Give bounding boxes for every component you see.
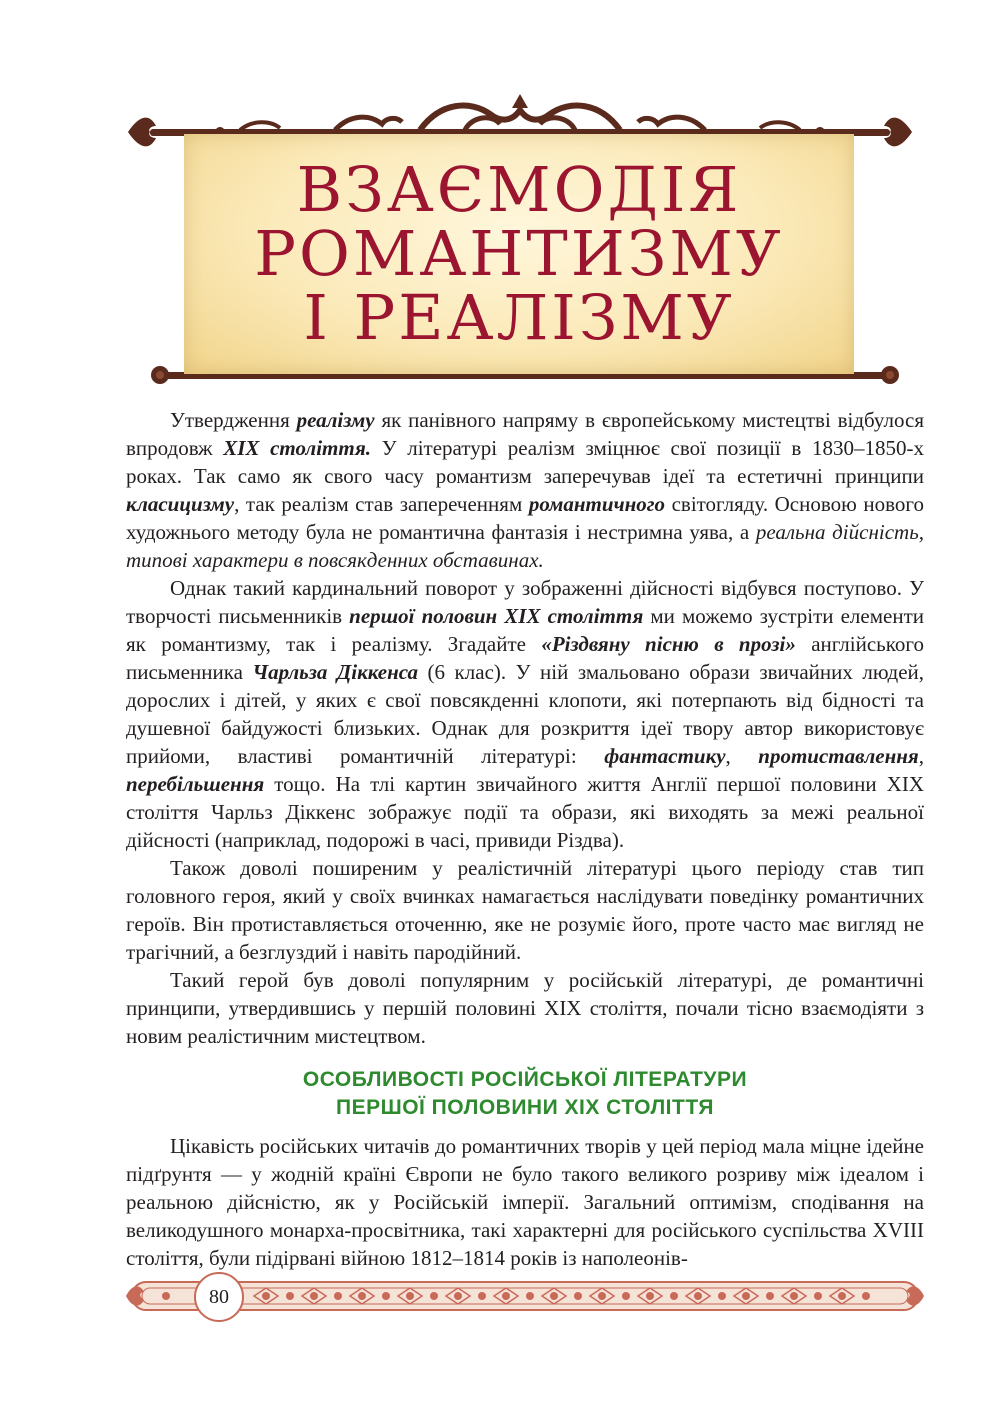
text-run: світогляду. Основою нового художнього методу була не романтична фантазія і нестримна уява, а xyxy=(126,492,924,544)
text-run: , xyxy=(918,744,924,768)
term-realism: реалізму xyxy=(296,408,375,432)
text-run: , xyxy=(725,744,759,768)
term-contrast: протиставлення xyxy=(758,744,919,768)
section-heading xyxy=(126,1066,924,1122)
title-banner xyxy=(120,92,920,392)
paragraph-3: Також доволі поширеним у реалістичній літературі цього періоду став тип головного героя, який у своїх вчинках намагається наслідувати поведінку романтичних героїв. Він протиставляється оточенню, яке не розуміє його, проте часто має вигляд не трагічний, а безглуздий і навіть пародійний. xyxy=(126,856,924,964)
title-line-1: ВЗАЄМОДІЯ xyxy=(296,153,742,226)
text-run: Однак такий кардинальний поворот у зображенні дійсності відбувся поступово. У творчості письменників xyxy=(126,576,924,628)
body-text xyxy=(126,406,924,1272)
italic-phrase: реальна дійсність, типові характери в повсякденних обставинах. xyxy=(126,520,925,572)
text-run: як панівного напряму в європейському мистецтві відбулося впродовж xyxy=(126,408,924,460)
term-fantasy: фантастику xyxy=(604,744,726,768)
text-run: тощо. На тлі картин звичайного життя Англії першої половини XIX століття Чарльз Діккенс зображує події та образи, які виходять за межі реальної дійсності (наприклад, подорожі в часі, привиди Різдва). xyxy=(126,772,924,852)
term-romantic: романтичного xyxy=(528,492,666,516)
paragraph-4: Такий герой був доволі популярним у російській літературі, де романтичні принципи, утвердившись у першій половині XIX століття, почали тісно взаємодіяти з новим реалістичним мистецтвом. xyxy=(126,968,924,1048)
section-heading-line-1: ОСОБЛИВОСТІ РОСІЙСЬКОЇ ЛІТЕРАТУРИ xyxy=(302,1068,748,1091)
term-first-half: першої половин XIX століття xyxy=(349,604,644,628)
footer-ornament xyxy=(126,1268,924,1324)
paragraph-1 xyxy=(126,406,924,574)
text-run: Утвердження xyxy=(170,408,297,432)
title-line-2: РОМАНТИЗМУ xyxy=(254,217,784,290)
term-classicism: класицизму xyxy=(126,492,235,516)
term-dickens: Чарльза Діккенса xyxy=(252,660,419,684)
text-run: (6 клас). У ній змальовано образи звичайних людей, дорослих і дітей, у яких є свої повсякденні клопоти, які потерпають від бідності та душевної байдужості близьких. Однак для розкриття ідеї твору автор використовує прийоми, властиві романтичній літературі: xyxy=(126,660,925,768)
page-title xyxy=(184,153,854,354)
text-run: англійського письменника xyxy=(126,632,924,684)
term-exaggeration: перебільшення xyxy=(126,772,265,796)
page-footer xyxy=(126,1268,924,1324)
paragraph-5: Цікавість російських читачів до романтичних творів у цей період мала міцне ідейне підґрунтя — у жодній країні Європи не було такого великого розриву між ідеалом і реальною дійсністю, як у Російській імперії. Загальний оптимізм, сподівання на великодушного монарха-просвітника, такі характерні для російського суспільства XVIII століття, були підірвані війною 1812–1814 років із наполеонів- xyxy=(126,1134,924,1270)
term-christmas-carol: «Різдвяну пісню в прозі» xyxy=(541,632,796,656)
paragraph-2 xyxy=(126,574,924,854)
text-run: , так реалізм став запереченням xyxy=(234,492,529,516)
text-run: ми можемо зустріти елементи як романтизму, так і реалізму. Згадайте xyxy=(126,604,924,656)
page-number: 80 xyxy=(194,1272,244,1322)
section-heading-line-2: ПЕРШОЇ ПОЛОВИНИ XIX СТОЛІТТЯ xyxy=(336,1096,714,1119)
term-xix-century: XIX століття. xyxy=(223,436,372,460)
title-line-3: І РЕАЛІЗМУ xyxy=(303,281,735,354)
text-run: У літературі реалізм зміцнює свої позиції в 1830–1850-х роках. Так само як свого часу романтизм заперечував ідеї та естетичні принципи xyxy=(126,436,924,488)
